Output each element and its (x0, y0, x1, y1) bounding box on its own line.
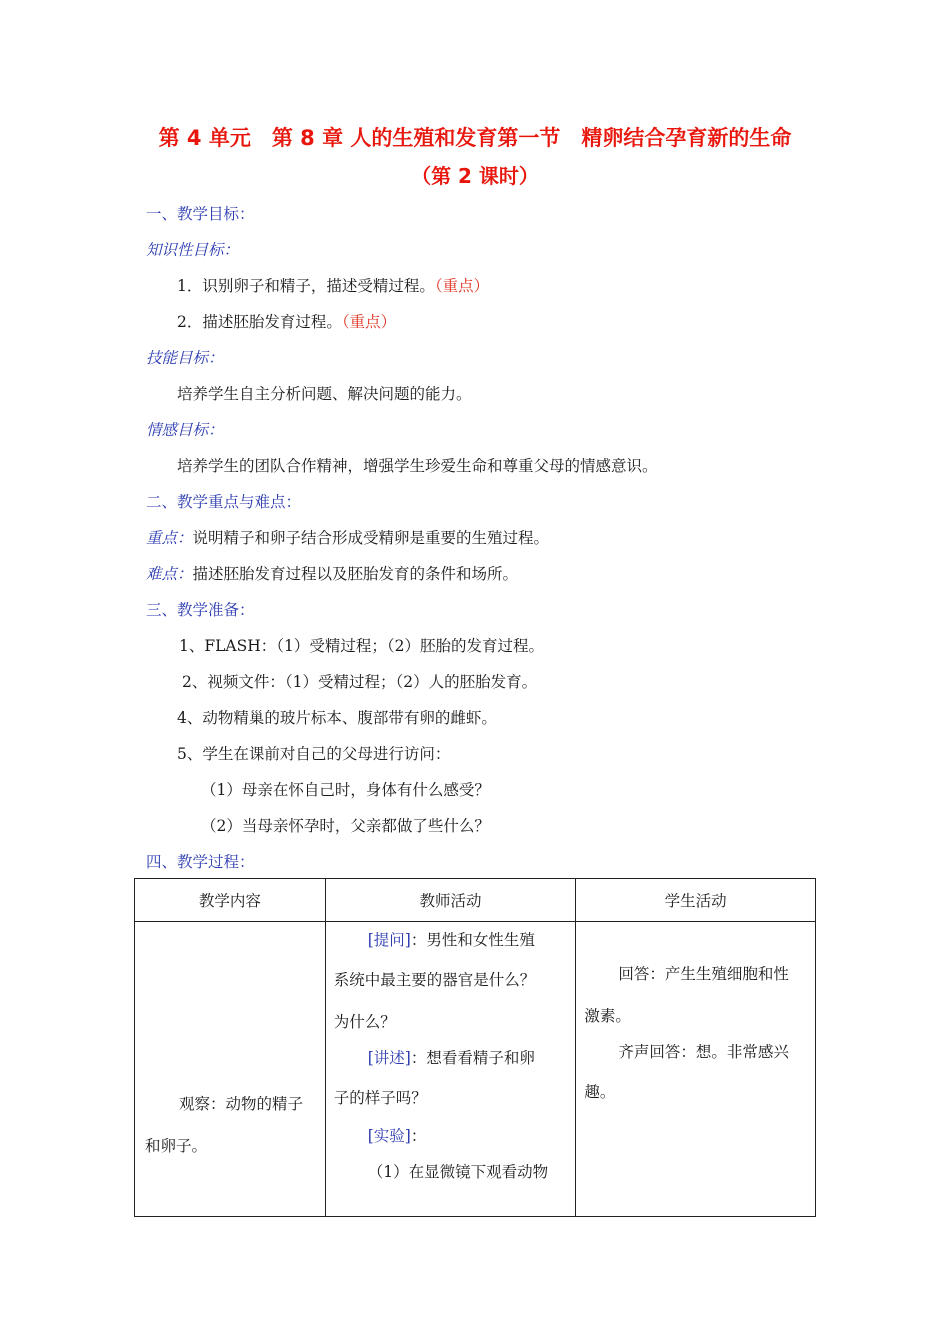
student-line: 趣。 (584, 1083, 616, 1101)
skill-goal-text: 培养学生自主分析问题、解决问题的能力。 (177, 385, 472, 403)
question-tag: [提问] (367, 931, 411, 949)
prep-subitem: （2）当母亲怀孕时，父亲都做了些什么？ (201, 817, 490, 835)
difficult-point-row (146, 562, 518, 584)
teacher-line: （1）在显微镜下观看动物 (367, 1163, 549, 1181)
knowledge-goal-item-2 (177, 310, 396, 332)
teacher-line: 子的样子吗？ (333, 1089, 427, 1107)
table-row (135, 922, 816, 1217)
key-point-tag: （重点） (341, 313, 397, 331)
teacher-line: [实验]： (367, 1127, 427, 1145)
experiment-tag: [实验] (367, 1127, 411, 1145)
skill-goal-label: 技能目标： (146, 349, 224, 367)
key-point-row (146, 526, 549, 548)
key-point-tag: （重点） (434, 277, 490, 295)
prep-item: 2、视频文件：（1）受精过程；（2）人的胚胎发育。 (182, 673, 538, 691)
prep-item: 5、学生在课前对自己的父母进行访问： (177, 745, 451, 763)
difficult-point-text: 描述胚胎发育过程以及胚胎发育的条件和场所。 (192, 565, 519, 583)
teacher-line: 为什么？ (333, 1013, 396, 1031)
key-point-text: 说明精子和卵子结合形成受精卵是重要的生殖过程。 (192, 529, 550, 547)
knowledge-goal-label: 知识性目标： (146, 241, 240, 259)
student-line: 激素。 (584, 1007, 631, 1025)
emotion-goal-text: 培养学生的团队合作精神，增强学生珍爱生命和尊重父母的情感意识。 (177, 457, 658, 475)
prep-item: 4、动物精巢的玻片标本、腹部带有卵的雌虾。 (177, 709, 497, 727)
teaching-process-table (134, 878, 816, 1217)
column-header-content: 教学内容 (135, 879, 326, 922)
knowledge-goal-item-2-text: 2．描述胚胎发育过程。 (177, 313, 342, 331)
column-header-student: 学生活动 (576, 879, 816, 922)
section4-heading: 四、教学过程： (146, 853, 255, 871)
section1-heading: 一、教学目标： (146, 205, 255, 223)
column-header-teacher: 教师活动 (325, 879, 576, 922)
table-header-row (135, 879, 816, 922)
key-point-label: 重点： (146, 529, 193, 547)
student-activity-cell (576, 922, 816, 1217)
document-subtitle: （第 2 课时） (411, 164, 539, 188)
knowledge-goal-item-1-text: 1．识别卵子和精子，描述受精过程。 (177, 277, 435, 295)
teacher-line: [提问]：男性和女性生殖 (367, 931, 535, 949)
student-line: 回答：产生生殖细胞和性 (618, 965, 789, 983)
section2-heading: 二、教学重点与难点： (146, 493, 302, 511)
difficult-point-label: 难点： (146, 565, 193, 583)
document-title: 第 4 单元 第 8 章 人的生殖和发育第一节 精卵结合孕育新的生命 (158, 126, 792, 150)
teacher-line: [讲述]：想看看精子和卵 (367, 1049, 535, 1067)
teacher-activity-cell (325, 922, 576, 1217)
emotion-goal-label: 情感目标： (146, 421, 224, 439)
content-line: 和卵子。 (145, 1137, 208, 1155)
knowledge-goal-item-1 (177, 274, 489, 296)
prep-subitem: （1）母亲在怀自己时，身体有什么感受？ (201, 781, 490, 799)
student-line: 齐声回答：想。非常感兴 (618, 1043, 789, 1061)
teacher-line: 系统中最主要的器官是什么？ (333, 971, 536, 989)
section3-heading: 三、教学准备： (146, 601, 255, 619)
content-cell (135, 922, 326, 1217)
prep-item: 1、FLASH：（1）受精过程；（2）胚胎的发育过程。 (179, 637, 544, 655)
narration-tag: [讲述] (367, 1049, 411, 1067)
content-line: 观察：动物的精子 (179, 1095, 304, 1113)
